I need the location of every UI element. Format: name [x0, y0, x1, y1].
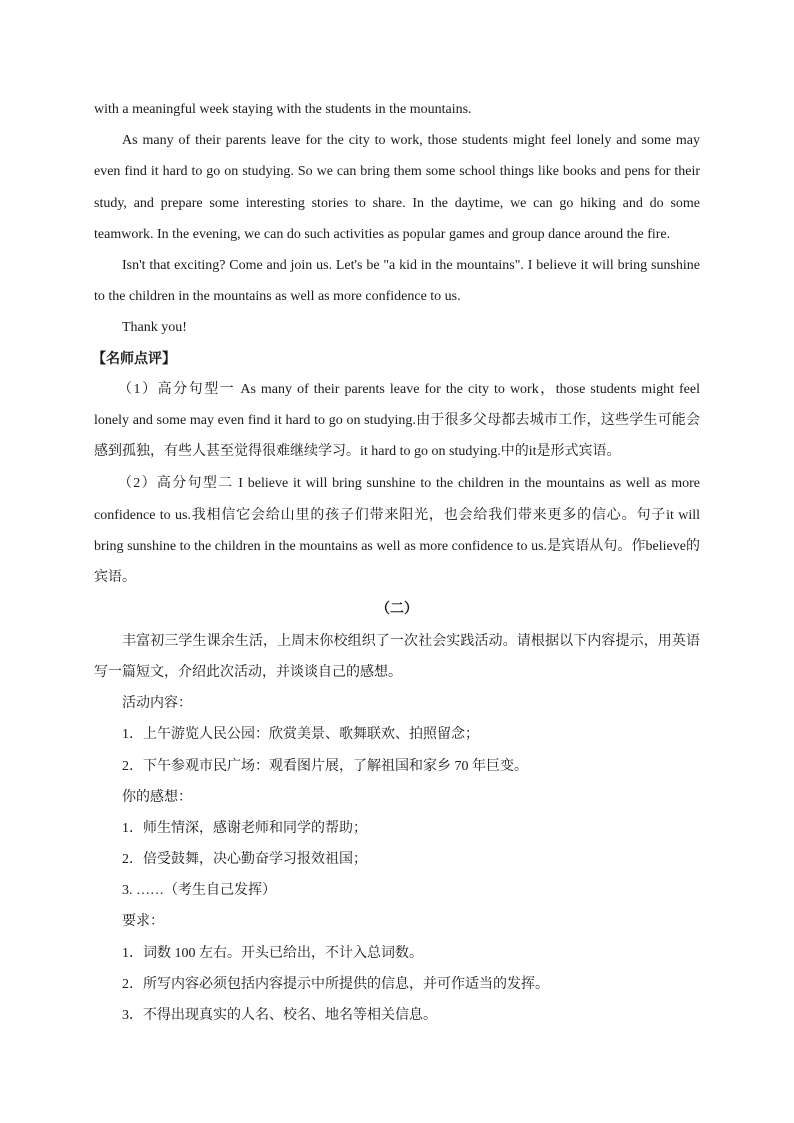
- essay-line: As many of their parents leave for the city to work, those students might feel lonely and some may: [122, 133, 700, 148]
- comment-line: lonely and some may even find it hard to go on studying.由于很多父母都去城市工作，这些学生可能会: [94, 413, 700, 428]
- list-item: 1．上午游览人民公园：欣赏美景、歌舞联欢、拍照留念；: [122, 727, 479, 742]
- list-item: 2．倍受鼓舞，决心勤奋学习报效祖国；: [122, 852, 367, 867]
- list-item: 要求：: [122, 914, 164, 929]
- essay-line: even find it hard to go on studying. So we can bring them some school things like books and pens for their: [94, 164, 700, 179]
- essay-line: study, and prepare some interesting stories to share. In the daytime, we can go hiking and do some: [94, 196, 700, 211]
- essay-line: Isn't that exciting? Come and join us. Let's be "a kid in the mountains". I believe it will bring sunshine: [122, 258, 700, 273]
- comment-heading: 【名师点评】: [92, 351, 176, 367]
- comment-line: （1）高分句型一 As many of their parents leave for the city to work，those students might feel: [118, 382, 700, 397]
- comment-line: bring sunshine to the children in the mountains as well as more confidence to us.是宾语从句。作believe的: [94, 539, 700, 554]
- essay-line: teamwork. In the evening, we can do such activities as popular games and group dance around the fire.: [94, 227, 671, 242]
- list-item: 3. ……（考生自己发挥）: [122, 883, 276, 898]
- comment-line: confidence to us.我相信它会给山里的孩子们带来阳光，也会给我们带来更多的信心。句子it will: [94, 508, 700, 523]
- comment-line: 感到孤独，有些人甚至觉得很难继续学习。it hard to go on studying.中的it是形式宾语。: [94, 444, 621, 459]
- essay-line: to the children in the mountains as well as more confidence to us.: [94, 289, 461, 304]
- list-item: 活动内容：: [122, 696, 192, 711]
- section-intro-line: 丰富初三学生课余生活，上周末你校组织了一次社会实践活动。请根据以下内容提示，用英语: [122, 634, 700, 649]
- comment-line: （2）高分句型二 I believe it will bring sunshine to the children in the mountains as well as more: [118, 476, 700, 491]
- section-title: （二）: [376, 602, 418, 617]
- list-item: 1．词数 100 左右。开头已给出，不计入总词数。: [122, 946, 423, 961]
- section-intro-line: 写一篇短文，介绍此次活动，并谈谈自己的感想。: [94, 665, 402, 680]
- list-item: 3．不得出现真实的人名、校名、地名等相关信息。: [122, 1008, 437, 1023]
- list-item: 2．所写内容必须包括内容提示中所提供的信息，并可作适当的发挥。: [122, 977, 549, 992]
- comment-line: 宾语。: [94, 570, 136, 585]
- essay-closing: Thank you!: [122, 320, 187, 335]
- list-item: 2．下午参观市民广场：观看图片展，了解祖国和家乡 70 年巨变。: [122, 759, 528, 774]
- essay-line: with a meaningful week staying with the students in the mountains.: [94, 102, 472, 117]
- list-item: 1．师生情深，感谢老师和同学的帮助；: [122, 821, 367, 836]
- list-item: 你的感想：: [122, 790, 192, 805]
